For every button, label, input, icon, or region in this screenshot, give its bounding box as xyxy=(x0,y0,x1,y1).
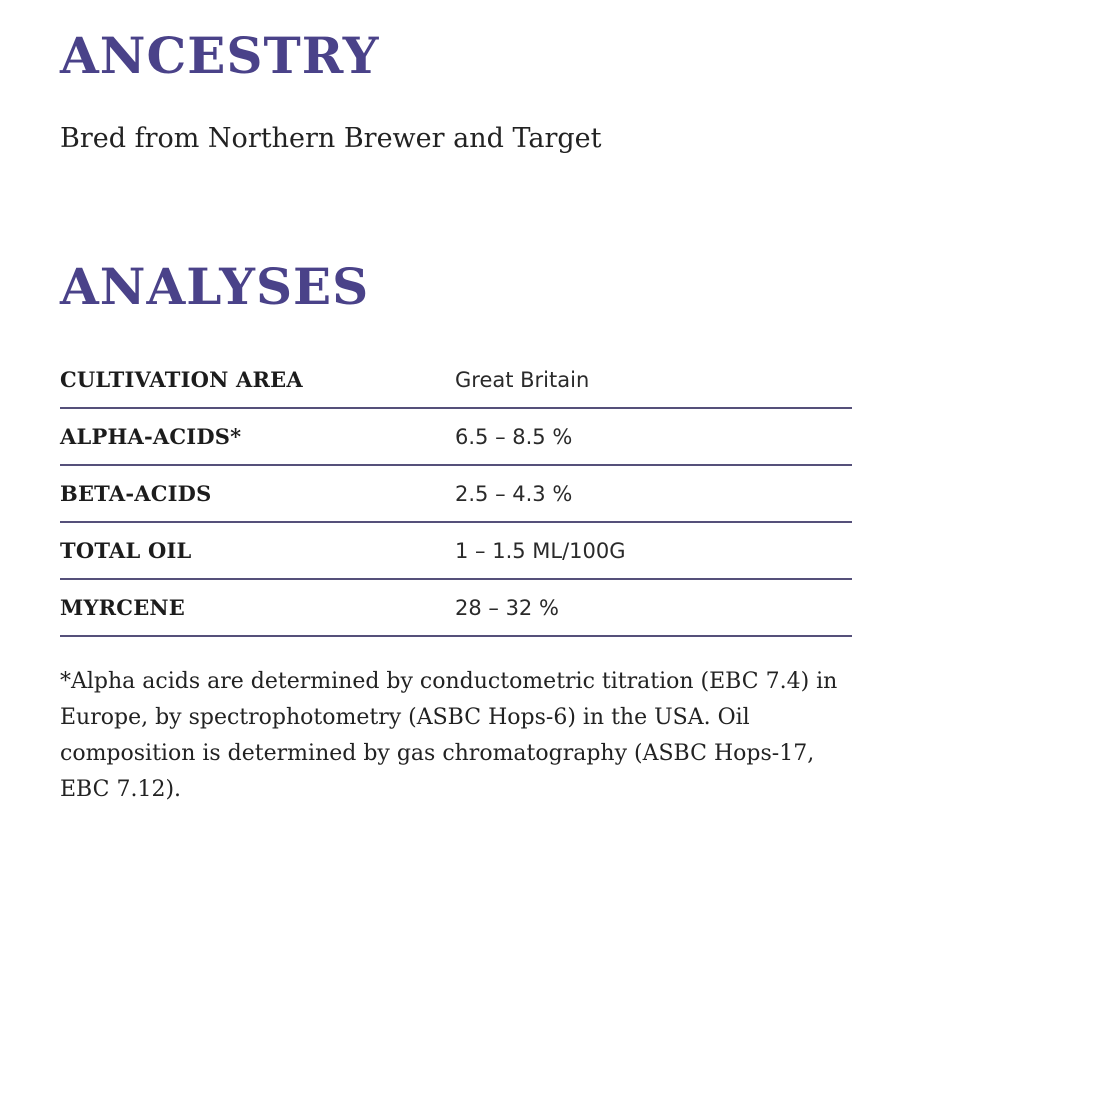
row-label: TOTAL OIL xyxy=(60,522,455,579)
row-label: BETA-ACIDS xyxy=(60,465,455,522)
row-value: Great Britain xyxy=(455,352,852,408)
analyses-row-myrcene xyxy=(60,579,852,636)
row-label: ALPHA-ACIDS* xyxy=(60,408,455,465)
analyses-row-beta-acids xyxy=(60,465,852,522)
row-label: CULTIVATION AREA xyxy=(60,352,455,408)
analyses-row-total-oil xyxy=(60,522,852,579)
analyses-row-alpha-acids xyxy=(60,408,852,465)
ancestry-text: Bred from Northern Brewer and Target xyxy=(60,123,602,154)
analyses-row-cultivation-area xyxy=(60,352,852,408)
ancestry-heading: ANCESTRY xyxy=(60,26,380,85)
analyses-table xyxy=(60,352,852,637)
row-value: 6.5 – 8.5 % xyxy=(455,408,852,465)
row-value: 2.5 – 4.3 % xyxy=(455,465,852,522)
analyses-footnote: *Alpha acids are determined by conductometric titration (EBC 7.4) in Europe, by spectrophotometry (ASBC Hops-6) in the USA. Oil composition is determined by gas chromatography (ASBC Hops-17, EBC 7.12). xyxy=(60,669,838,802)
row-value: 1 – 1.5 ML/100G xyxy=(455,522,852,579)
row-label: MYRCENE xyxy=(60,579,455,636)
analyses-heading: ANALYSES xyxy=(60,257,370,316)
row-value: 28 – 32 % xyxy=(455,579,852,636)
